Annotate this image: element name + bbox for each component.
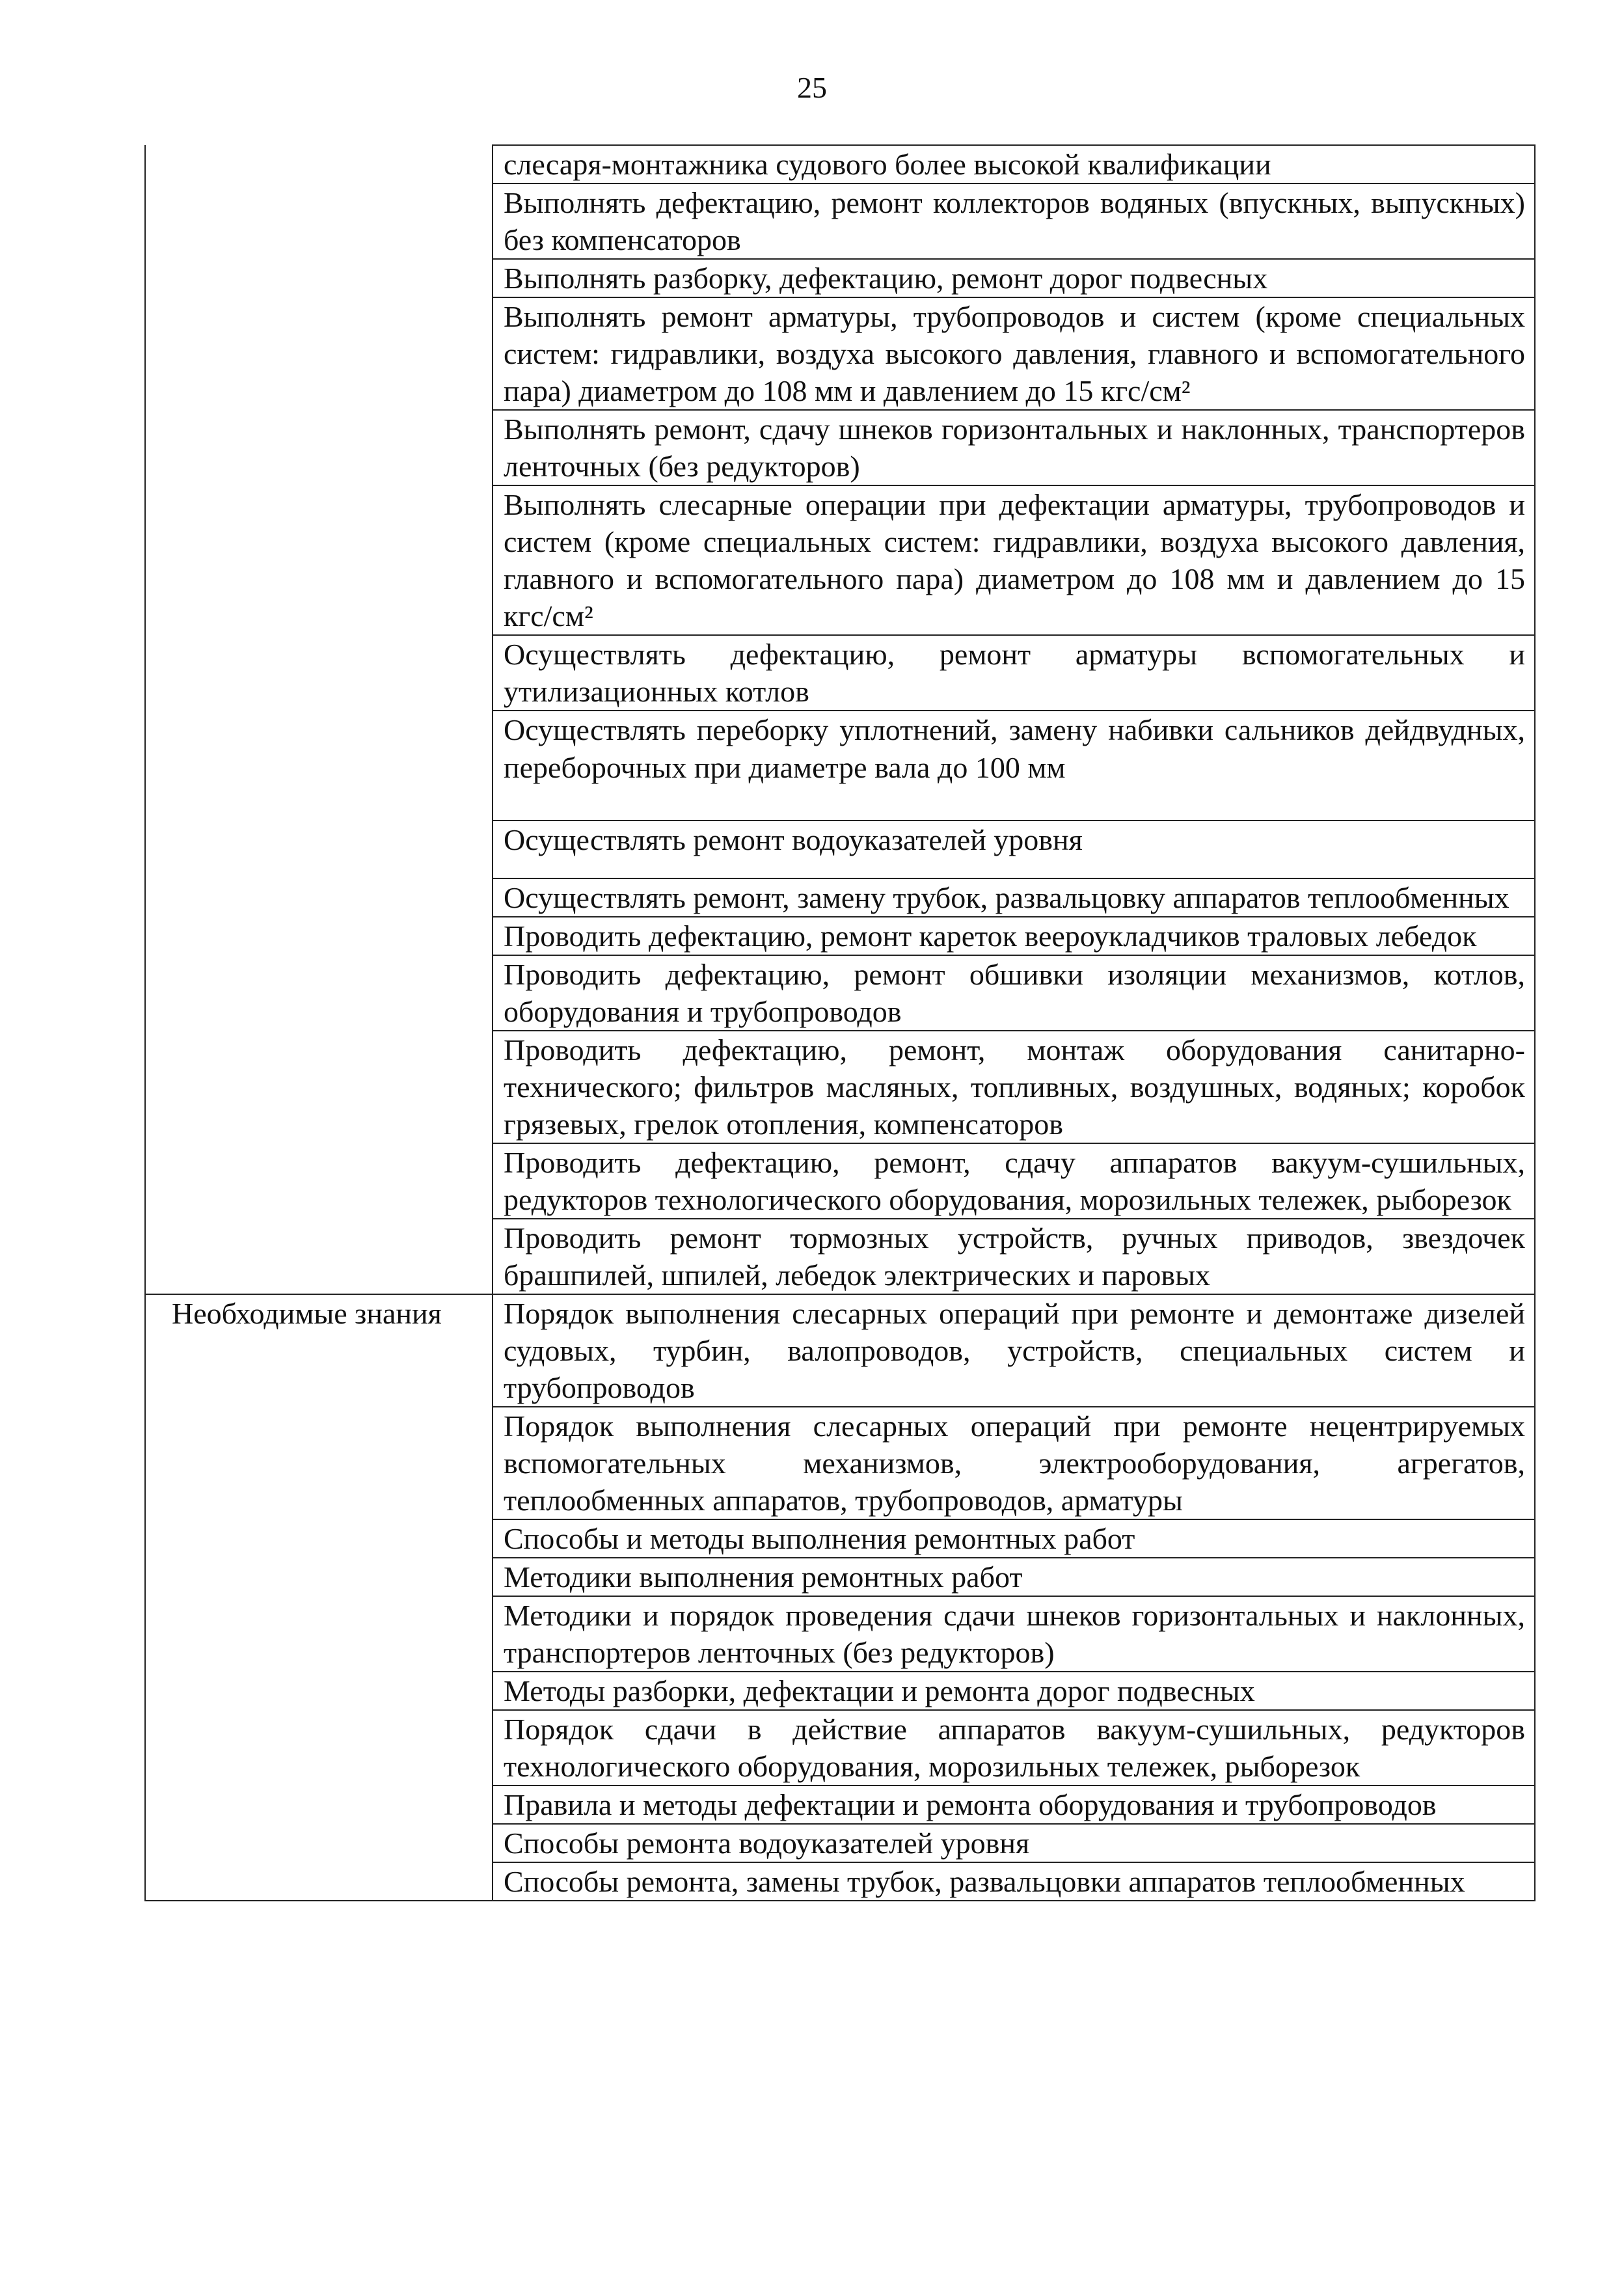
table-cell-item: Методы разборки, дефектации и ремонта дорог подвесных xyxy=(493,1672,1535,1710)
table-cell-item: Осуществлять ремонт, замену трубок, развальцовку аппаратов теплообменных xyxy=(493,878,1535,917)
table-cell-item: Проводить дефектацию, ремонт, монтаж оборудования санитарно-технического; фильтров масляных, топливных, воздушных, водяных; коробок грязевых, грелок отопления, компенсаторов xyxy=(493,1031,1535,1143)
table-cell-item: Способы и методы выполнения ремонтных работ xyxy=(493,1519,1535,1558)
table-cell-item: Выполнять слесарные операции при дефектации арматуры, трубопроводов и систем (кроме специальных систем: гидравлики, воздуха высокого давления, главного и вспомогательного пара) диаметром до 108 мм и давлением до 15 кгс/см² xyxy=(493,485,1535,635)
table-cell-item: Выполнять дефектацию, ремонт коллекторов водяных (впускных, выпускных) без компенсаторов xyxy=(493,183,1535,259)
table-cell-item: слесаря-монтажника судового более высокой квалификации xyxy=(493,145,1535,183)
table-cell-item: Способы ремонта, замены трубок, развальцовки аппаратов теплообменных xyxy=(493,1862,1535,1901)
table-cell-item: Правила и методы дефектации и ремонта оборудования и трубопроводов xyxy=(493,1786,1535,1824)
table-cell-item: Проводить дефектацию, ремонт, сдачу аппаратов вакуум-сушильных, редукторов технологического оборудования, морозильных тележек, рыборезок xyxy=(493,1143,1535,1219)
skills-section xyxy=(145,145,1535,1294)
table-cell-item: Осуществлять переборку уплотнений, замену набивки сальников дейдвудных, переборочных при диаметре вала до 100 мм xyxy=(493,711,1535,820)
table-cell-item: Выполнять ремонт арматуры, трубопроводов и систем (кроме специальных систем: гидравлики, воздуха высокого давления, главного и вспомогательного пара) диаметром до 108 мм и давлением до 15 кгс/см² xyxy=(493,297,1535,410)
table-cell-item: Выполнять разборку, дефектацию, ремонт дорог подвесных xyxy=(493,259,1535,297)
table-cell-item: Порядок сдачи в действие аппаратов вакуум-сушильных, редукторов технологического оборудования, морозильных тележек, рыборезок xyxy=(493,1710,1535,1786)
knowledge-section xyxy=(145,1294,1535,1901)
page-number: 25 xyxy=(797,71,827,104)
table-cell-item: Методики и порядок проведения сдачи шнеков горизонтальных и наклонных, транспортеров ленточных (без редукторов) xyxy=(493,1596,1535,1672)
skills-label-cell xyxy=(145,145,493,1294)
knowledge-label-cell: Необходимые знания xyxy=(145,1294,493,1901)
table-cell-item: Осуществлять ремонт водоуказателей уровня xyxy=(493,821,1535,878)
table-cell-item: Проводить дефектацию, ремонт обшивки изоляции механизмов, котлов, оборудования и трубопроводов xyxy=(493,955,1535,1031)
table-cell-item: Проводить дефектацию, ремонт кареток веероукладчиков траловых лебедок xyxy=(493,917,1535,955)
table-cell-item: Проводить ремонт тормозных устройств, ручных приводов, звездочек брашпилей, шпилей, лебедок электрических и паровых xyxy=(493,1219,1535,1294)
table-cell-item: Методики выполнения ремонтных работ xyxy=(493,1558,1535,1596)
competency-table xyxy=(144,144,1536,1901)
table-cell-item: Осуществлять дефектацию, ремонт арматуры вспомогательных и утилизационных котлов xyxy=(493,635,1535,711)
table-cell-item: Способы ремонта водоуказателей уровня xyxy=(493,1824,1535,1862)
table-cell-item: Порядок выполнения слесарных операций при ремонте нецентрируемых вспомогательных механизмов, электрооборудования, агрегатов, теплообменных аппаратов, трубопроводов, арматуры xyxy=(493,1407,1535,1519)
table-cell-item: Порядок выполнения слесарных операций при ремонте и демонтаже дизелей судовых, турбин, валопроводов, устройств, специальных систем и трубопроводов xyxy=(493,1294,1535,1407)
table-row xyxy=(145,1294,1535,1407)
table-row xyxy=(145,145,1535,183)
table-cell-item: Выполнять ремонт, сдачу шнеков горизонтальных и наклонных, транспортеров ленточных (без редукторов) xyxy=(493,410,1535,485)
